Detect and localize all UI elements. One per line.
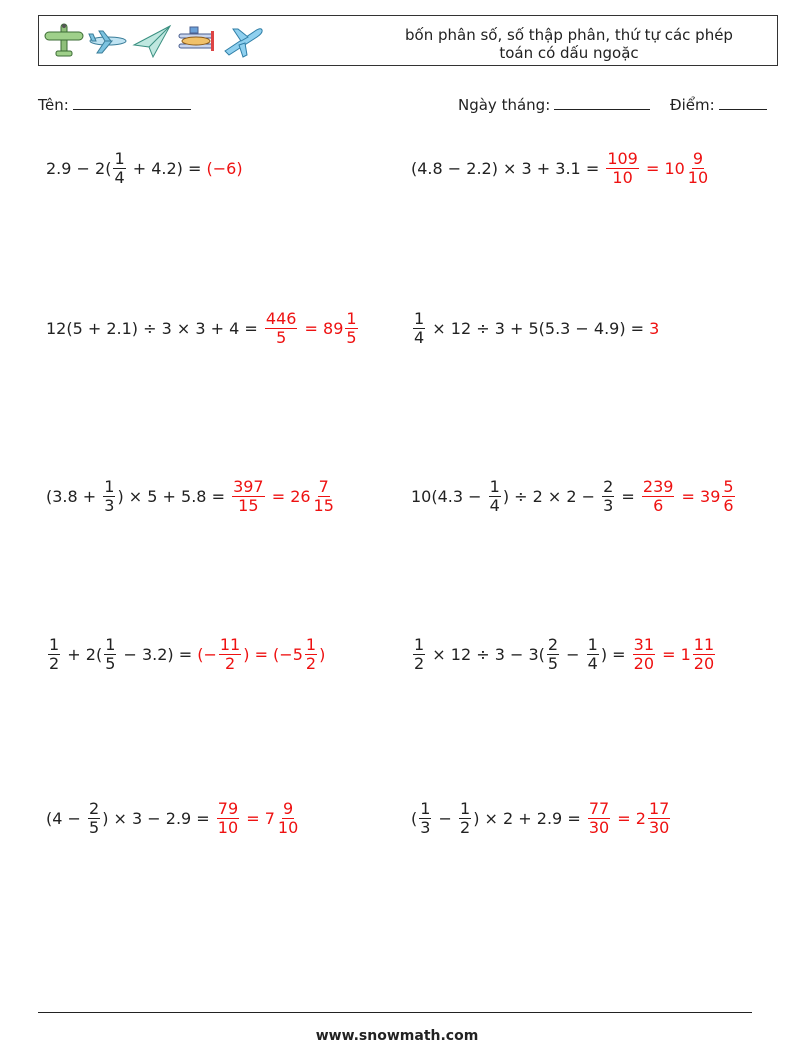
fraction	[48, 636, 60, 673]
numerator: 7	[318, 477, 329, 496]
problem-9	[46, 800, 301, 837]
answer-fraction	[232, 478, 265, 515]
expr-text: 2.9 − 2(	[46, 158, 112, 178]
expr-text: ) =	[600, 644, 631, 664]
problem-8	[411, 636, 717, 673]
answer: 3	[649, 318, 660, 338]
fraction	[547, 636, 559, 673]
answer-mixed-fraction	[648, 800, 670, 837]
expr-text: + 2(	[62, 644, 103, 664]
denominator: 30	[648, 818, 670, 837]
expr-text: =	[616, 486, 640, 506]
denominator: 3	[104, 496, 115, 515]
numerator: 9	[283, 799, 294, 818]
numerator: 2	[89, 799, 100, 818]
date-blank[interactable]	[554, 95, 650, 110]
fraction	[602, 478, 614, 515]
denominator: 4	[414, 328, 425, 347]
denominator: 4	[587, 654, 598, 673]
fraction	[103, 478, 115, 515]
denominator: 20	[693, 654, 715, 673]
answer-whole: = 1	[657, 644, 691, 664]
expr-text: ) × 2 + 2.9 =	[473, 808, 586, 828]
fraction	[413, 636, 425, 673]
fraction	[88, 800, 100, 837]
fraction	[113, 150, 125, 187]
numerator: 1	[414, 309, 425, 328]
expr-text: × 12 ÷ 3 − 3(	[427, 644, 545, 664]
numerator: 9	[692, 149, 704, 168]
numerator: 1	[587, 635, 598, 654]
answer-whole: = 7	[241, 808, 275, 828]
denominator: 20	[633, 654, 655, 673]
biplane-icon	[175, 21, 219, 61]
expr-text: ) × 5 + 5.8 =	[117, 486, 231, 506]
denominator: 5	[276, 328, 287, 347]
problem-7	[46, 636, 325, 673]
date-field	[458, 95, 650, 114]
answer-mixed-fraction	[722, 478, 734, 515]
expr-text: + 4.2) =	[127, 158, 207, 178]
numerator: 11	[219, 635, 241, 654]
denominator: 2	[49, 654, 60, 673]
expr-text: ) ÷ 2 × 2 −	[502, 486, 601, 506]
numerator: 1	[49, 635, 60, 654]
numerator: 1	[489, 477, 500, 496]
expr-text: 12(5 + 2.1) ÷ 3 × 3 + 4 =	[46, 318, 263, 338]
title-line-2: toán có dấu ngoặc	[499, 44, 639, 62]
propeller-plane-icon	[43, 21, 85, 61]
score-label: Điểm:	[670, 96, 715, 114]
expr-text: −	[433, 808, 458, 828]
numerator: 109	[607, 149, 638, 168]
problem-6	[411, 478, 737, 515]
denominator: 2	[460, 818, 471, 837]
answer-mixed-fraction	[345, 310, 357, 347]
name-blank[interactable]	[73, 95, 191, 110]
title-line-1: bốn phân số, số thập phân, thứ tự các phép	[405, 26, 733, 44]
numerator: 1	[420, 799, 431, 818]
problem-10	[411, 800, 672, 837]
answer-mixed-fraction	[305, 636, 317, 673]
problem-4	[411, 310, 659, 347]
denominator: 5	[547, 654, 559, 673]
denominator: 4	[114, 168, 125, 187]
answer: (−6)	[206, 158, 243, 178]
answer-mixed-fraction	[277, 800, 299, 837]
fraction	[104, 636, 116, 673]
denominator: 10	[217, 818, 239, 837]
expr-text: (4.8 − 2.2) × 3 + 3.1 =	[411, 158, 605, 178]
numerator: 1	[104, 477, 115, 496]
denominator: 10	[612, 168, 633, 187]
answer-whole: = 26	[266, 486, 311, 506]
date-label: Ngày tháng:	[458, 96, 551, 114]
answer-fraction	[265, 310, 298, 347]
numerator: 446	[265, 309, 297, 328]
name-field	[38, 95, 191, 114]
expr-text: (	[411, 808, 418, 828]
denominator: 15	[238, 496, 259, 515]
numerator: 1	[305, 635, 317, 654]
numerator: 5	[723, 477, 734, 496]
numerator: 31	[633, 635, 655, 654]
expr-text: 10(4.3 −	[411, 486, 487, 506]
paper-plane-icon	[131, 21, 173, 61]
numerator: 1	[460, 799, 471, 818]
answer-whole: = 89	[299, 318, 344, 338]
footer-url[interactable]: www.snowmath.com	[315, 1028, 479, 1044]
expr-text: ) × 3 − 2.9 =	[102, 808, 215, 828]
problem-1	[46, 150, 243, 187]
denominator: 2	[414, 654, 425, 673]
answer-mixed-fraction	[687, 150, 709, 187]
worksheet-title	[379, 26, 759, 62]
answer-fraction	[588, 800, 610, 837]
numerator: 17	[648, 799, 670, 818]
denominator: 5	[89, 818, 100, 837]
denominator: 5	[105, 654, 116, 673]
denominator: 6	[653, 496, 664, 515]
numerator: 1	[414, 635, 425, 654]
expr-text: × 12 ÷ 3 + 5(5.3 − 4.9) =	[427, 318, 650, 338]
jet-plane-icon	[87, 21, 129, 61]
denominator: 3	[603, 496, 614, 515]
numerator: 1	[346, 309, 357, 328]
score-blank[interactable]	[719, 95, 767, 110]
answer-fraction	[642, 478, 675, 515]
answer-fraction	[606, 150, 639, 187]
numerator: 77	[588, 799, 610, 818]
denominator: 2	[224, 654, 236, 673]
answer-text: )	[319, 644, 326, 664]
numerator: 1	[105, 635, 116, 654]
numerator: 1	[114, 149, 125, 168]
answer-fraction	[219, 636, 241, 673]
problem-2	[411, 150, 711, 187]
expr-text: −	[561, 644, 585, 664]
numerator: 79	[217, 799, 239, 818]
fraction	[419, 800, 431, 837]
score-field	[670, 95, 767, 114]
fraction	[587, 636, 599, 673]
denominator: 10	[277, 818, 299, 837]
answer-whole: ) = (−5	[243, 644, 303, 664]
fraction	[489, 478, 501, 515]
expr-text: (3.8 +	[46, 486, 102, 506]
fraction	[413, 310, 425, 347]
answer-fraction	[633, 636, 655, 673]
denominator: 4	[489, 496, 500, 515]
numerator: 2	[547, 635, 559, 654]
answer-mixed-fraction	[693, 636, 715, 673]
airliner-icon	[221, 21, 265, 61]
name-label: Tên:	[38, 96, 69, 114]
fraction	[459, 800, 471, 837]
denominator: 6	[723, 496, 734, 515]
answer-mixed-fraction	[313, 478, 335, 515]
answer-text: (−	[197, 644, 217, 664]
problem-5	[46, 478, 337, 515]
answer-whole: = 10	[640, 158, 685, 178]
problem-3	[46, 310, 360, 347]
denominator: 2	[305, 654, 317, 673]
expr-text: (4 −	[46, 808, 86, 828]
denominator: 10	[687, 168, 709, 187]
numerator: 11	[693, 635, 715, 654]
denominator: 5	[346, 328, 357, 347]
answer-whole: = 39	[676, 486, 721, 506]
header-box	[38, 15, 778, 66]
denominator: 30	[588, 818, 610, 837]
denominator: 15	[313, 496, 334, 515]
answer-fraction	[217, 800, 239, 837]
plane-icons	[43, 20, 265, 62]
numerator: 397	[233, 477, 264, 496]
numerator: 2	[603, 477, 614, 496]
denominator: 3	[420, 818, 431, 837]
footer-divider	[38, 1012, 752, 1013]
expr-text: − 3.2) =	[118, 644, 198, 664]
answer-whole: = 2	[612, 808, 646, 828]
numerator: 239	[642, 477, 674, 496]
